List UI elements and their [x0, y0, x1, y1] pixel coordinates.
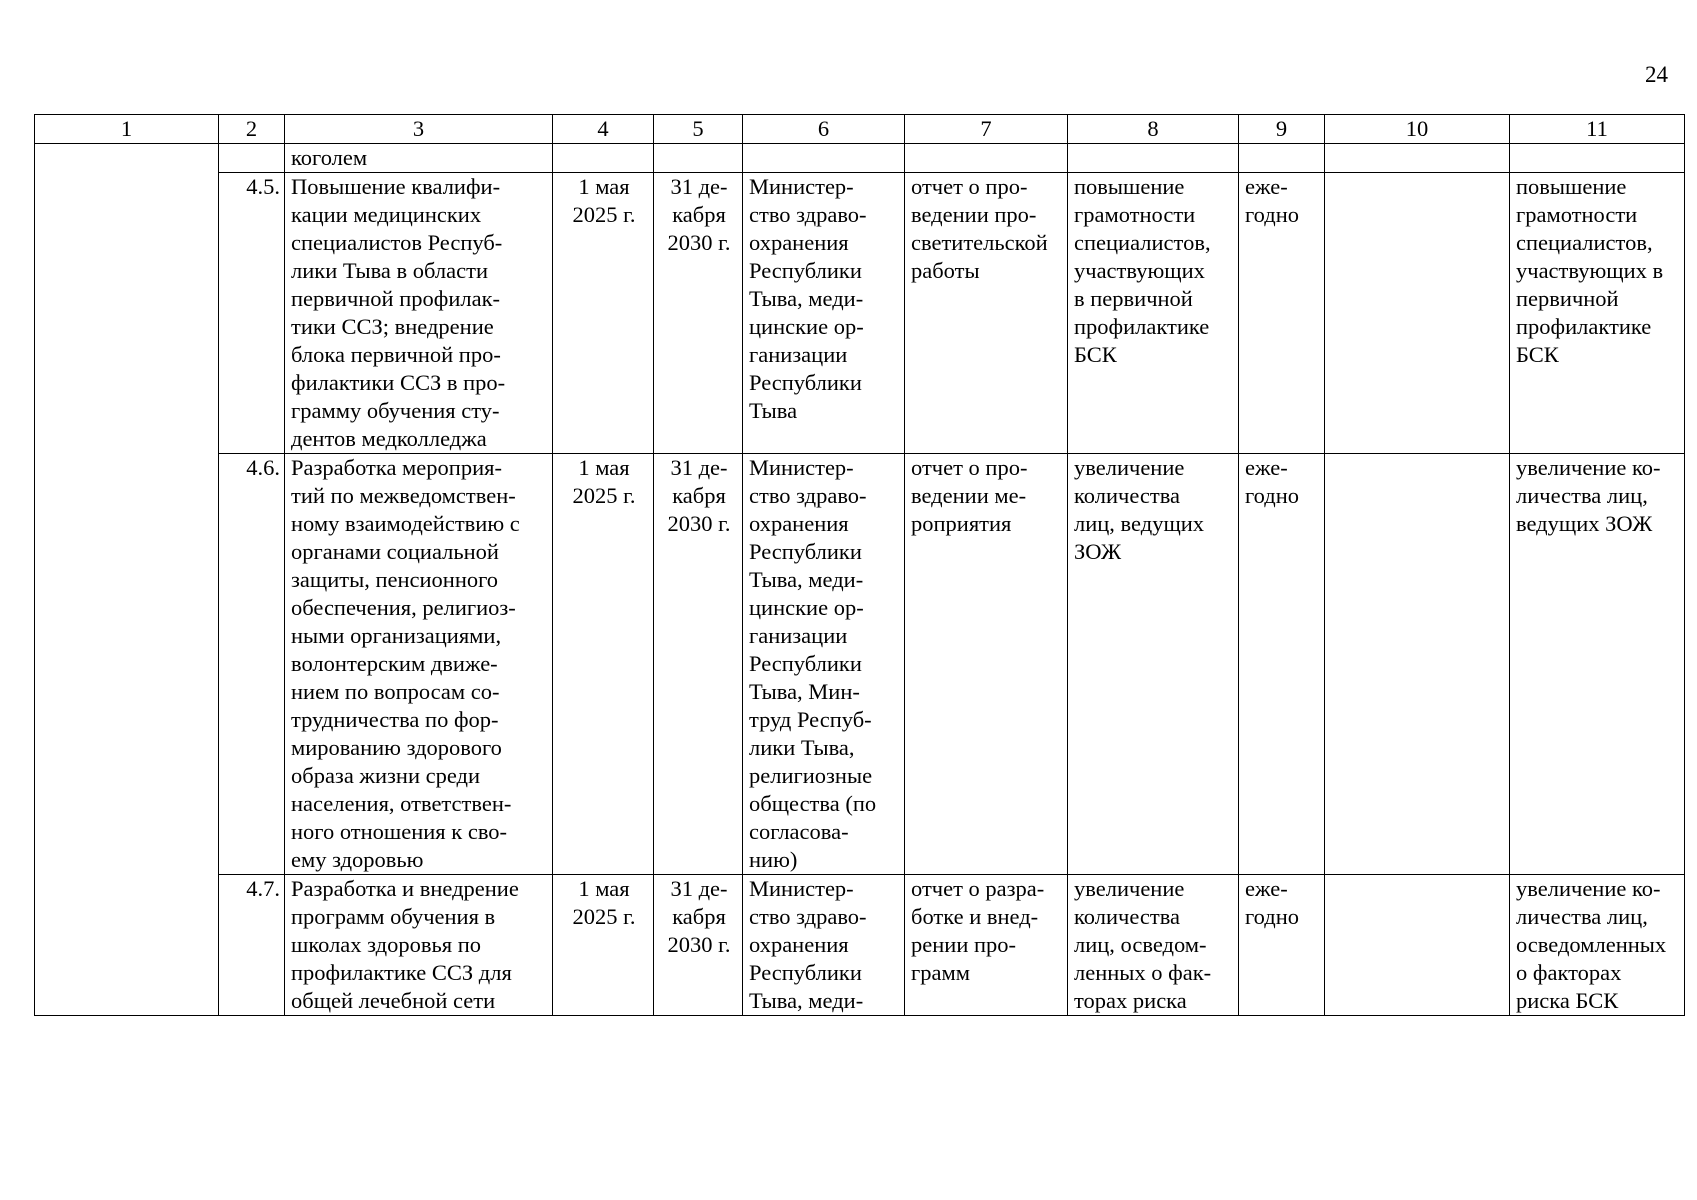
cell-start-date: 1 мая 2025 г. [553, 875, 654, 1016]
continuation-row [35, 144, 1685, 173]
cell-col10 [1325, 875, 1510, 1016]
cell-description: Разработка и внедрение программ обучения в школах здоровья по профилактике ССЗ для общей лечебной сети [285, 875, 553, 1016]
cell-end-date: 31 де- кабря 2030 г. [654, 173, 743, 454]
cell-num [219, 144, 285, 173]
cell-report: отчет о разра- ботке и внед- рении про- грамм [905, 875, 1068, 1016]
cell-item-number: 4.7. [219, 875, 285, 1016]
cell-indicator: увеличение ко- личества лиц, осведомленных о факторах риска БСК [1510, 875, 1685, 1016]
cell-indicator: повышение грамотности специалистов, участвующих в первичной профилактике БСК [1510, 173, 1685, 454]
cell-item-number: 4.6. [219, 454, 285, 875]
cell-col10 [1325, 454, 1510, 875]
cell-empty [553, 144, 654, 173]
cell-executor: Министер- ство здраво- охранения Республики Тыва, меди- [743, 875, 905, 1016]
plan-table [34, 114, 1685, 1016]
column-number-4: 4 [553, 115, 654, 144]
cell-end-date: 31 де- кабря 2030 г. [654, 454, 743, 875]
column-number-2: 2 [219, 115, 285, 144]
column-number-1: 1 [35, 115, 219, 144]
cell-empty [1239, 144, 1325, 173]
column-number-11: 11 [1510, 115, 1685, 144]
section-cell [35, 144, 219, 1016]
cell-executor: Министер- ство здраво- охранения Республики Тыва, меди- цинские ор- ганизации Республики Тыва, Мин- труд Респуб- лики Тыва, религиозные общества (по согласова- нию) [743, 454, 905, 875]
cell-period: еже- годно [1239, 173, 1325, 454]
column-number-6: 6 [743, 115, 905, 144]
cell-result: увеличение количества лиц, ведущих ЗОЖ [1068, 454, 1239, 875]
cell-continuation-text: коголем [285, 144, 553, 173]
cell-report: отчет о про- ведении ме- роприятия [905, 454, 1068, 875]
cell-item-number: 4.5. [219, 173, 285, 454]
column-number-header-row [35, 115, 1685, 144]
column-number-5: 5 [654, 115, 743, 144]
cell-empty [1510, 144, 1685, 173]
cell-empty [743, 144, 905, 173]
cell-empty [654, 144, 743, 173]
cell-period: еже- годно [1239, 454, 1325, 875]
cell-start-date: 1 мая 2025 г. [553, 173, 654, 454]
cell-description: Повышение квалифи- кации медицинских специалистов Респуб- лики Тыва в области первичной профилак- тики ССЗ; внедрение блока первичной про- филактики ССЗ в про- грамму обучения сту- дентов медколледжа [285, 173, 553, 454]
cell-executor: Министер- ство здраво- охранения Республики Тыва, меди- цинские ор- ганизации Республики Тыва [743, 173, 905, 454]
cell-empty [905, 144, 1068, 173]
table-row [35, 875, 1685, 1016]
cell-indicator: увеличение ко- личества лиц, ведущих ЗОЖ [1510, 454, 1685, 875]
cell-start-date: 1 мая 2025 г. [553, 454, 654, 875]
column-number-10: 10 [1325, 115, 1510, 144]
column-number-3: 3 [285, 115, 553, 144]
cell-description: Разработка мероприя- тий по межведомствен- ному взаимодействию с органами социальной защиты, пенсионного обеспечения, религиоз- ными организациями, волонтерским движе- нием по вопросам со- трудничества по фор- мированию здорового образа жизни среди населения, ответствен- ного отношения к сво- ему здоровью [285, 454, 553, 875]
column-number-8: 8 [1068, 115, 1239, 144]
cell-period: еже- годно [1239, 875, 1325, 1016]
table-row [35, 173, 1685, 454]
cell-report: отчет о про- ведении про- светительской работы [905, 173, 1068, 454]
cell-result: увеличение количества лиц, осведом- ленных о фак- торах риска [1068, 875, 1239, 1016]
table-row [35, 454, 1685, 875]
column-number-9: 9 [1239, 115, 1325, 144]
cell-col10 [1325, 173, 1510, 454]
cell-result: повышение грамотности специалистов, участвующих в первичной профилактике БСК [1068, 173, 1239, 454]
cell-empty [1325, 144, 1510, 173]
cell-empty [1068, 144, 1239, 173]
column-number-7: 7 [905, 115, 1068, 144]
page-number: 24 [1645, 62, 1668, 87]
cell-end-date: 31 де- кабря 2030 г. [654, 875, 743, 1016]
